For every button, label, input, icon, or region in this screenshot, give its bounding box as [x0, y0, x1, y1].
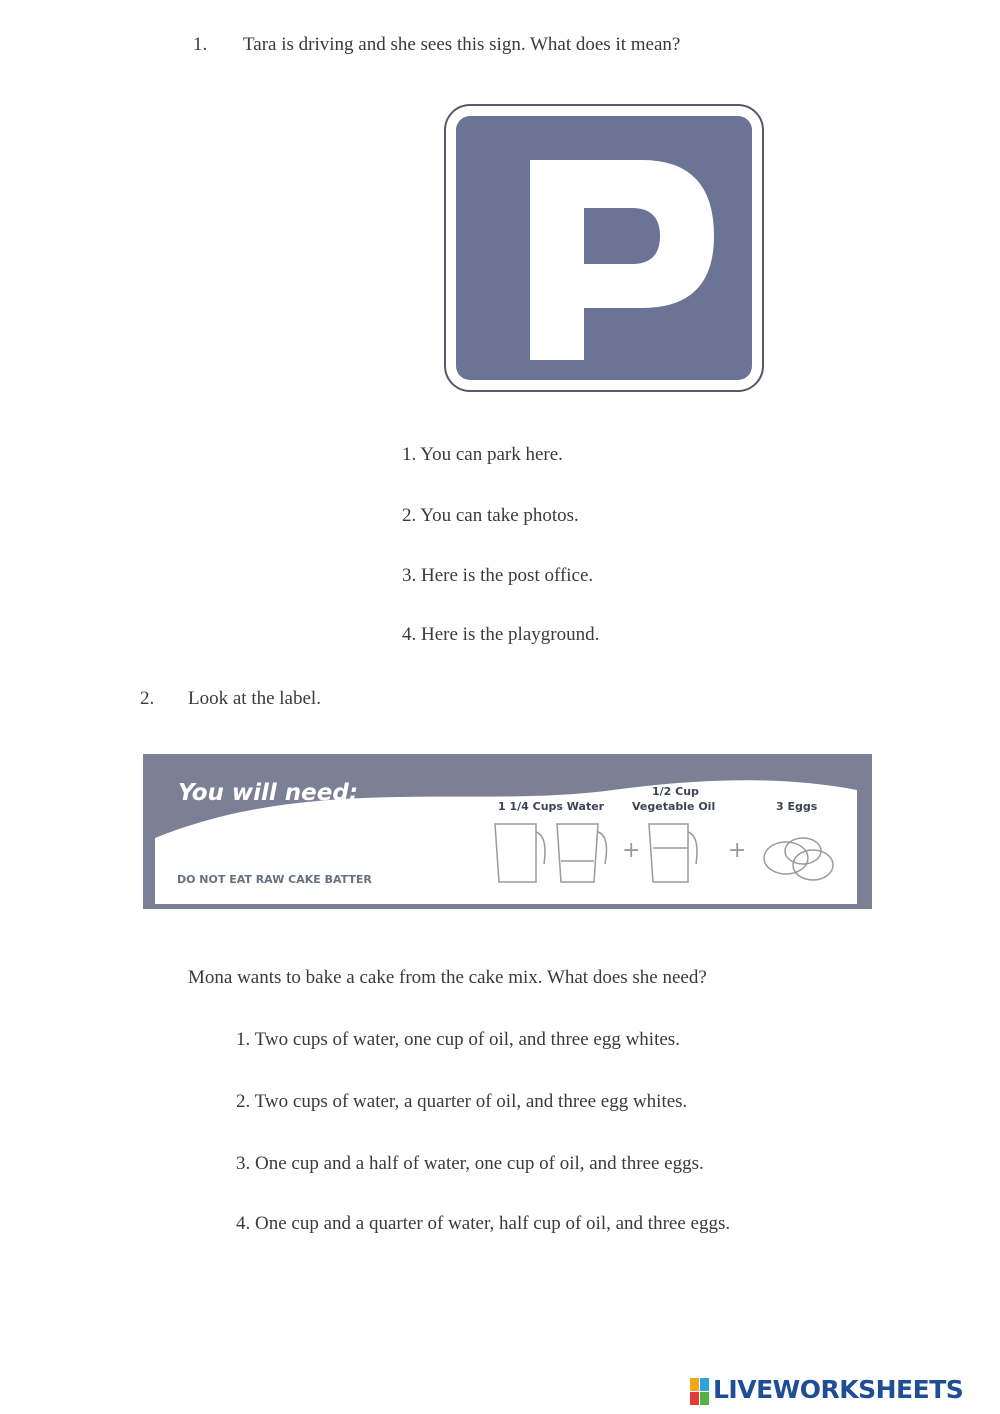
question-2-prompt: Mona wants to bake a cake from the cake mix. What does she need?: [188, 967, 707, 988]
liveworksheets-logo-icon: [690, 1378, 710, 1406]
question-1-text: Tara is driving and she sees this sign. What does it mean?: [243, 34, 681, 55]
label-warning: DO NOT EAT RAW CAKE BATTER: [177, 873, 372, 886]
q1-option-1[interactable]: 1. You can park here.: [402, 444, 563, 465]
label-plus-2: +: [728, 838, 747, 863]
label-water: 1 1/4 Cups Water: [498, 800, 605, 813]
q1-option-3[interactable]: 3. Here is the post office.: [402, 565, 594, 586]
label-plus-1: +: [622, 838, 641, 863]
q1-option-2[interactable]: 2. You can take photos.: [402, 505, 579, 526]
question-1-number: 1.: [193, 34, 208, 55]
q2-option-1[interactable]: 1. Two cups of water, one cup of oil, and three egg whites.: [236, 1029, 680, 1050]
q1-option-4[interactable]: 4. Here is the playground.: [402, 624, 600, 645]
liveworksheets-logo[interactable]: LIVEWORKSHEETS: [713, 1375, 964, 1404]
label-oil-amount: 1/2 Cup: [652, 785, 699, 798]
question-2-text: Look at the label.: [188, 688, 321, 709]
q2-option-3[interactable]: 3. One cup and a half of water, one cup of oil, and three eggs.: [236, 1153, 704, 1174]
parking-sign-icon: [456, 116, 752, 380]
question-2-number: 2.: [140, 688, 155, 709]
label-oil-name: Vegetable Oil: [632, 800, 716, 813]
label-heading: You will need:: [178, 780, 359, 806]
q2-option-2[interactable]: 2. Two cups of water, a quarter of oil, and three egg whites.: [236, 1091, 688, 1112]
q2-option-4[interactable]: 4. One cup and a quarter of water, half cup of oil, and three eggs.: [236, 1213, 731, 1234]
label-eggs: 3 Eggs: [776, 800, 818, 813]
